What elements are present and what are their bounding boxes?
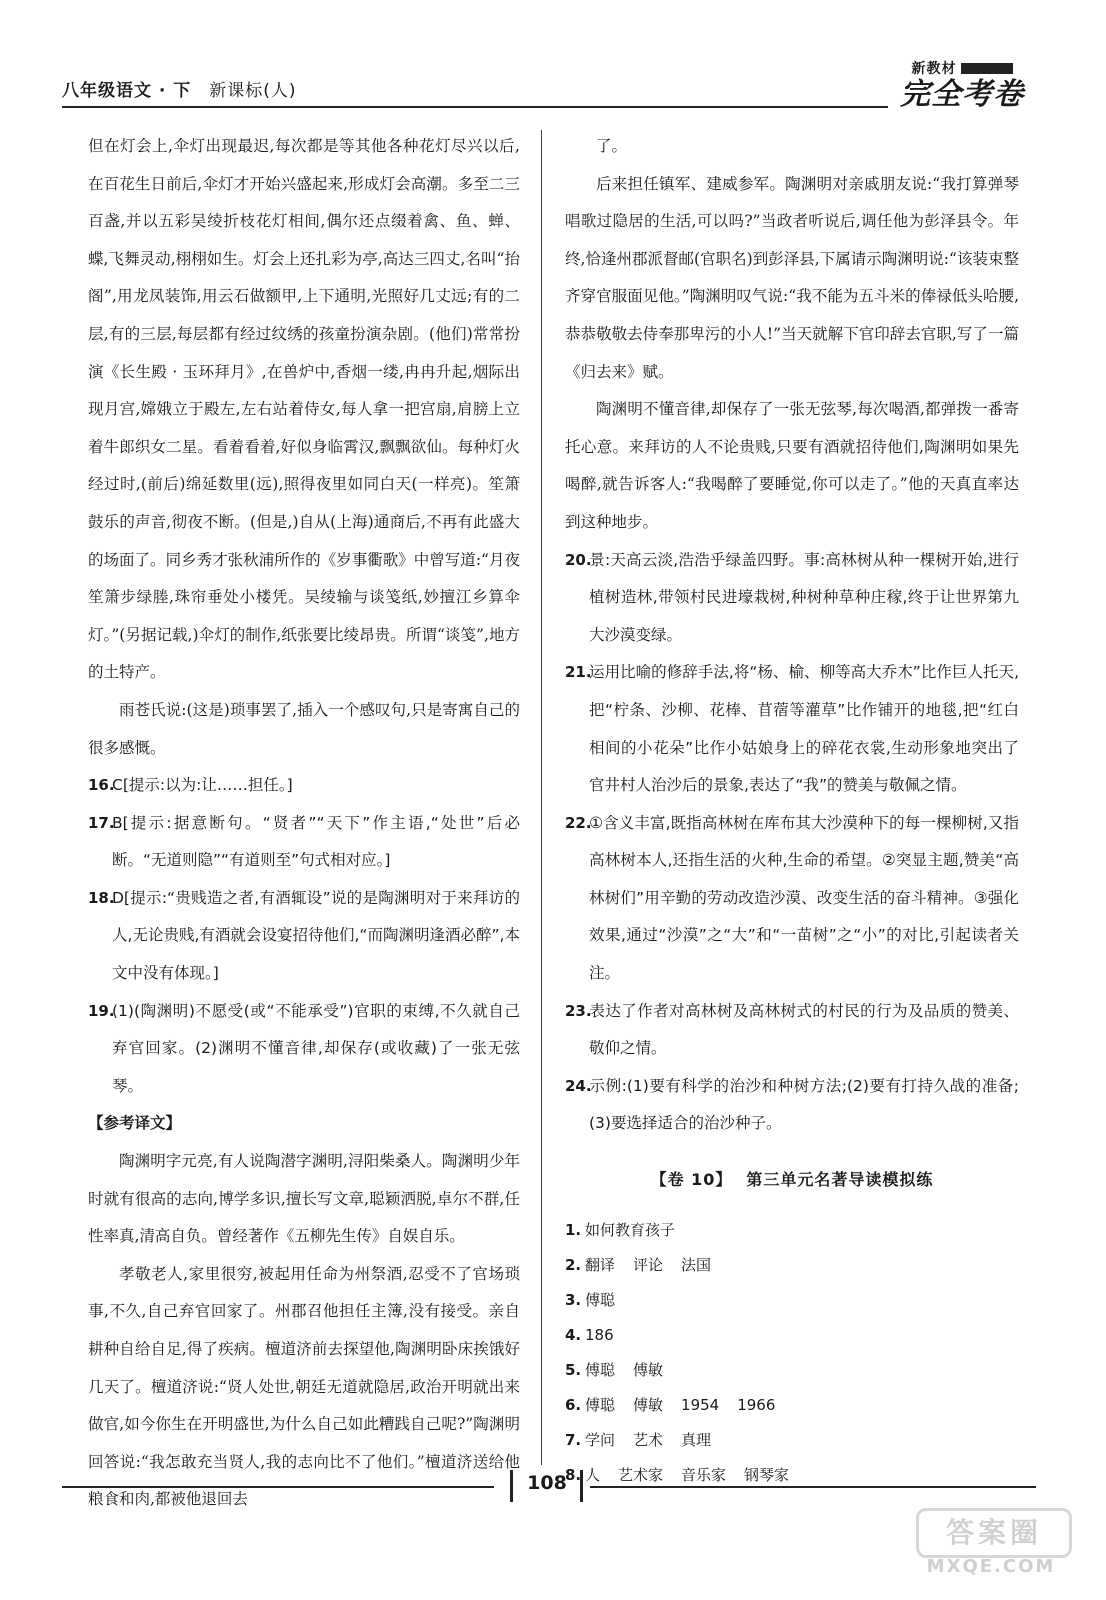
list-item-value: 傅敏 bbox=[633, 1360, 664, 1379]
footer-bar-right bbox=[580, 1470, 583, 1502]
list-item-number: 8. bbox=[565, 1465, 582, 1484]
list-item-value: 人 bbox=[585, 1465, 601, 1484]
list-item bbox=[565, 1318, 1019, 1353]
answer-text: (1)(陶渊明)不愿受(或“不能承受”)官职的束缚,不久就自己弃官回家。(2)渊明不懂音律,却保存(或收藏)了一张无弦琴。 bbox=[112, 1001, 520, 1095]
edition-label: 新课标(人) bbox=[209, 81, 297, 101]
footer-bar-left bbox=[510, 1470, 513, 1502]
question-number: 16. bbox=[88, 776, 115, 795]
answer-text: B[提示:据意断句。“贤者”“天下”作主语,“处世”后必断。“无道则隐”“有道则至”句式相对应。] bbox=[112, 813, 520, 870]
answer-text: 景:天高云淡,浩浩乎绿盖四野。事:高林树从种一棵树开始,进行植树造林,带领村民进壕栽树,种树种草种庄稼,终于让世界第九大沙漠变绿。 bbox=[589, 550, 1019, 644]
list-item-number: 2. bbox=[565, 1255, 582, 1274]
list-item-value: 音乐家 bbox=[681, 1465, 727, 1484]
answer-22 bbox=[565, 805, 1019, 993]
answer-24 bbox=[565, 1068, 1019, 1143]
question-number: 17. bbox=[88, 813, 115, 832]
header-rule bbox=[62, 106, 888, 108]
translation-paragraph: 陶渊明不懂音律,却保存了一张无弦琴,每次喝酒,都弹拨一番寄托心意。来拜访的人不论贵贱,只要有酒就招待他们,陶渊明如果先喝醉,就告诉客人:“我喝醉了要睡觉,你可以走了。”他的天真直率达到这种地步。 bbox=[565, 400, 1019, 531]
section-tag: 【卷 10】 bbox=[650, 1170, 733, 1190]
answer-17 bbox=[88, 805, 520, 880]
watermark-url: MXQE.COM bbox=[926, 1556, 1056, 1577]
translation-paragraph: 孝敬老人,家里很穷,被起用任命为州祭酒,忍受不了官场琐事,不久,自己弃官回家了。州郡召他担任主簿,没有接受。亲自耕种自给自足,得了疾病。檀道济前去探望他,陶渊明卧床挨饿好几天了。檀道济说:“贤人处世,朝廷无道就隐居,政治开明就出来做官,如今你生在开明盛世,为什么自己如此糟践自己呢?”陶渊明回答说:“我怎敢充当贤人,我的志向比不了他们。”檀道济送给他粮食和肉,都被他退回去 bbox=[88, 1264, 520, 1509]
list-item-value: 真理 bbox=[681, 1430, 712, 1449]
list-item-number: 4. bbox=[565, 1325, 582, 1344]
list-item-value: 傅聪 bbox=[585, 1360, 616, 1379]
list-item-number: 3. bbox=[565, 1290, 582, 1309]
answer-text: 表达了作者对高林树及高林树式的村民的行为及品质的赞美、敬仰之情。 bbox=[589, 1001, 1019, 1058]
list-item-number: 1. bbox=[565, 1220, 582, 1239]
list-item-value: 钢琴家 bbox=[744, 1465, 790, 1484]
answer-text: 运用比喻的修辞手法,将“杨、榆、柳等高大乔木”比作巨人托天,把“柠条、沙柳、花棒、苜蓿等灌草”比作铺开的地毯,把“红白相间的小花朵”比作小姑娘身上的碎花衣裳,生动形象地突出了官井村人治沙后的景象,表达了“我”的赞美与敬佩之情。 bbox=[589, 663, 1019, 795]
watermark-logo-text: 答案圈 bbox=[945, 1516, 1042, 1549]
right-column bbox=[565, 128, 1019, 1493]
answer-19 bbox=[88, 993, 520, 1106]
answer-text: D[提示:“贵贱造之者,有酒辄设”说的是陶渊明对于来拜访的人,无论贵贱,有酒就会设宴招待他们,“而陶渊明逢酒必醉”,本文中没有体现。] bbox=[112, 888, 520, 983]
answer-16 bbox=[88, 767, 520, 805]
question-number: 22. bbox=[565, 813, 592, 832]
translation-paragraph: 雨苍氏说:(这是)琐事罢了,插入一个感叹句,只是寄寓自己的很多感慨。 bbox=[88, 700, 520, 757]
answer-23 bbox=[565, 993, 1019, 1068]
reference-translation-tag: 【参考译文】 bbox=[88, 1114, 182, 1133]
column-divider bbox=[541, 130, 542, 1465]
section-title bbox=[565, 1161, 1019, 1199]
brand-main: 完全考卷 bbox=[900, 77, 1024, 112]
answer-text: C[提示:以为:让……担任。] bbox=[112, 776, 293, 795]
running-title bbox=[62, 76, 297, 101]
book-title: 八年级语文 · 下 bbox=[62, 81, 192, 101]
list-item-value: 艺术 bbox=[633, 1430, 664, 1449]
list-item-value: 学问 bbox=[585, 1430, 616, 1449]
answer-21 bbox=[565, 654, 1019, 804]
list-item-number: 5. bbox=[565, 1360, 582, 1379]
list-item-value: 1966 bbox=[737, 1395, 776, 1414]
list-item-value: 如何教育孩子 bbox=[585, 1220, 676, 1239]
brand-top: 新教材 bbox=[911, 61, 957, 77]
list-item bbox=[565, 1388, 1019, 1423]
answer-20 bbox=[565, 542, 1019, 655]
translation-paragraph: 了。 bbox=[596, 137, 628, 155]
list-item-number: 7. bbox=[565, 1430, 582, 1449]
watermark-logo bbox=[916, 1508, 1072, 1558]
list-item bbox=[565, 1283, 1019, 1318]
list-item-number: 6. bbox=[565, 1395, 582, 1414]
answer-text: 示例:(1)要有科学的治沙和种树方法;(2)要有打持久战的准备;(3)要选择适合的治沙种子。 bbox=[589, 1076, 1019, 1133]
list-item bbox=[565, 1213, 1019, 1248]
list-item bbox=[565, 1423, 1019, 1458]
list-item-value: 法国 bbox=[681, 1255, 712, 1274]
answer-text: ①含义丰富,既指高林树在库布其大沙漠种下的每一棵柳树,又指高林树本人,还指生活的火种,生命的希望。②突显主题,赞美“高林树们”用辛勤的劳动改造沙漠、改变生活的奋斗精神。③强化效果,通过“沙漠”之“大”和“一苗树”之“小”的对比,引起读者关注。 bbox=[589, 813, 1019, 983]
translation-paragraph: 后来担任镇军、建威参军。陶渊明对亲戚朋友说:“我打算弹琴唱歌过隐居的生活,可以吗?”当政者听说后,调任他为彭泽县令。年终,恰逢州郡派督邮(官职名)到彭泽县,下属请示陶渊明说:“该装束整齐穿官服面见他。”陶渊明叹气说:“我不能为五斗米的俸禄低头哈腰,恭恭敬敬去侍奉那卑污的小人!”当天就解下官印辞去官职,写了一篇《归去来》赋。 bbox=[565, 174, 1019, 381]
footer-rule-right bbox=[590, 1486, 1036, 1488]
brand-logo bbox=[888, 58, 1036, 112]
question-number: 19. bbox=[88, 1001, 115, 1020]
page-header bbox=[62, 61, 1036, 112]
question-number: 23. bbox=[565, 1001, 592, 1020]
list-item-value: 186 bbox=[585, 1325, 614, 1344]
list-item bbox=[565, 1248, 1019, 1283]
list-item-value: 傅聪 bbox=[585, 1395, 616, 1414]
left-column bbox=[88, 128, 520, 1519]
list-item-value: 艺术家 bbox=[618, 1465, 664, 1484]
translation-paragraph: 陶渊明字元亮,有人说陶潜字渊明,浔阳柴桑人。陶渊明少年时就有很高的志向,博学多识,擅长写文章,聪颖洒脱,卓尔不群,任性率真,清高自负。曾经著作《五柳先生传》自娱自乐。 bbox=[88, 1152, 520, 1246]
question-number: 18. bbox=[88, 888, 115, 907]
answer-list bbox=[565, 1213, 1019, 1493]
list-item-value: 傅敏 bbox=[633, 1395, 664, 1414]
page-footer bbox=[62, 1466, 1036, 1506]
list-item-value: 1954 bbox=[681, 1395, 720, 1414]
list-item-value: 傅聪 bbox=[585, 1290, 616, 1309]
footer-rule-left bbox=[62, 1486, 494, 1488]
brand-bar bbox=[961, 63, 1013, 74]
question-number: 24. bbox=[565, 1076, 592, 1095]
list-item-value: 翻译 bbox=[585, 1255, 616, 1274]
answer-18 bbox=[88, 880, 520, 993]
list-item-value: 评论 bbox=[633, 1255, 664, 1274]
section-name: 第三单元名著导读模拟练 bbox=[746, 1170, 934, 1190]
question-number: 20. bbox=[565, 550, 592, 569]
question-number: 21. bbox=[565, 663, 592, 682]
translation-paragraph: 但在灯会上,伞灯出现最迟,每次都是等其他各种花灯尽兴以后,在百花生日前后,伞灯才开始兴盛起来,形成灯会高潮。多至二三百盏,并以五彩吴绫折枝花灯相间,偶尔还点缀着禽、鱼、蝉、蝶,飞舞灵动,栩栩如生。灯会上还扎彩为亭,高达三四丈,名叫“抬阁”,用龙凤装饰,用云石做额甲,上下通明,光照好几丈远;有的二层,有的三层,每层都有经过纹绣的孩童扮演杂剧。(他们)常常扮演《长生殿 · 玉环拜月》,在兽炉中,香烟一缕,冉冉升起,烟际出现月宫,嫦娥立于殿左,左右站着侍女,每人拿一把宫扇,肩膀上立着牛郎织女二星。看着看着,好似身临霄汉,飘飘欲仙。每种灯火经过时,(前后)绵延数里(远),照得夜里如同白天(一样亮)。笙箫鼓乐的声音,彻夜不断。(但是,)自从(上海)通商后,不再有此盛大的场面了。同乡秀才张秋浦所作的《岁事衢歌》中曾写道:“月夜笙箫步绿塍,珠帘垂处小楼凭。吴绫输与谈笺纸,妙擅江乡算伞灯。”(另据记载,)伞灯的制作,纸张要比绫昂贵。所谓“谈笺”,地方的土特产。 bbox=[88, 137, 520, 682]
list-item bbox=[565, 1353, 1019, 1388]
page-number: 108 bbox=[527, 1472, 567, 1494]
